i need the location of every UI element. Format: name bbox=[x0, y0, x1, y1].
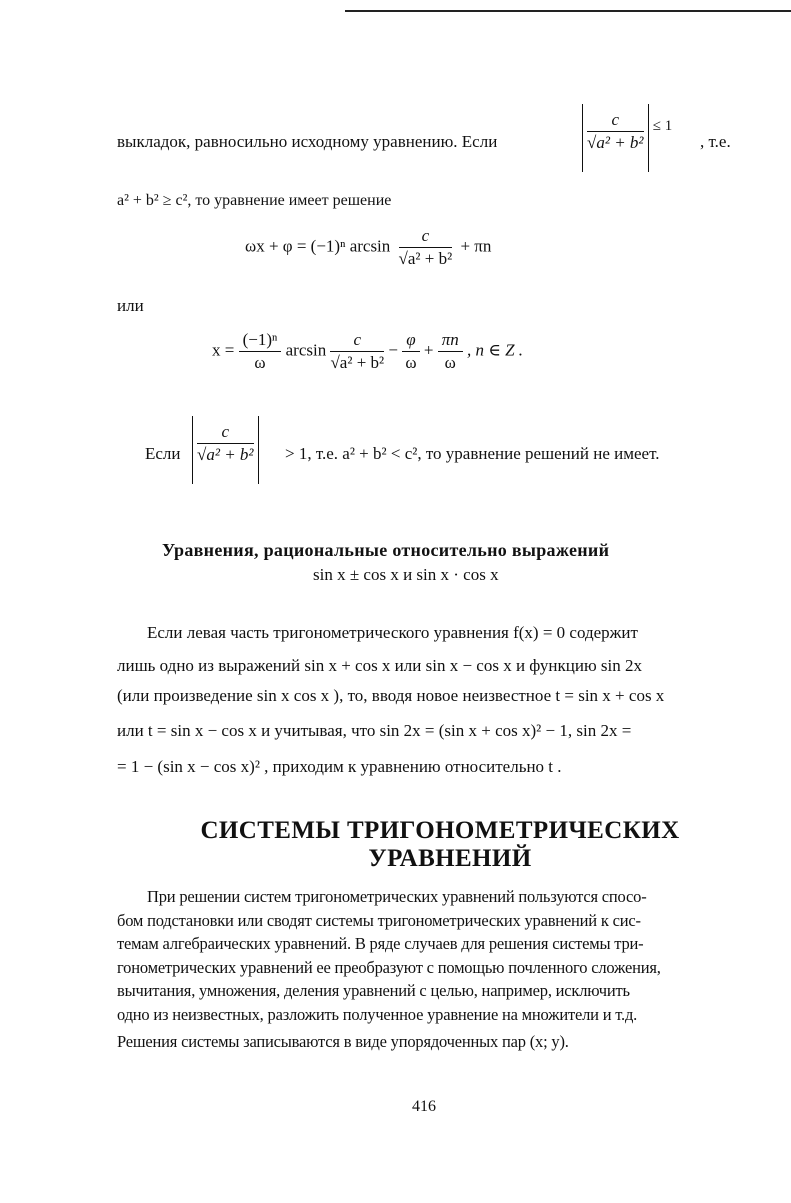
le-one: ≤ 1 bbox=[652, 117, 673, 134]
s2-line-1: При решении систем тригонометрических уравнений пользуются спосо- bbox=[147, 887, 647, 906]
fraction-c-over-sqrt bbox=[587, 110, 644, 153]
section2-heading-line1: СИСТЕМЫ ТРИГОНОМЕТРИЧЕСКИХ bbox=[200, 817, 680, 844]
eq2-tail: , n ∈ Z . bbox=[467, 340, 524, 360]
s1-line-5: = 1 − (sin x − cos x)² , приходим к уравнению относительно t . bbox=[117, 757, 562, 776]
s2-line-7: Решения системы записываются в виде упорядоченных пар (x; y). bbox=[117, 1032, 569, 1051]
eq2-frac-phi: $\frac{\varphi}{\omega}$ bbox=[402, 330, 419, 373]
eq2-frac-c: $\frac{c}{\text{√a² + b²}}$ bbox=[330, 330, 385, 372]
section1-paragraph bbox=[117, 620, 742, 781]
esli-word: Если bbox=[145, 444, 181, 463]
abs-fraction-le1 bbox=[582, 104, 672, 172]
top-rule bbox=[345, 10, 791, 12]
s2-line-5: вычитания, умножения, деления уравнений с целью, например, исключить bbox=[117, 981, 630, 1000]
s2-line-4: гонометрических уравнений ее преобразуют с помощью почленного сложения, bbox=[117, 957, 661, 977]
s2-line-2: бом подстановки или сводят системы тригонометрических уравнений к сис- bbox=[117, 910, 641, 930]
abs-fraction-gt1: $\frac{c}{\text{√a² + b²}}$ bbox=[192, 416, 259, 484]
or-word: или bbox=[117, 296, 144, 315]
s1-line-2: лишь одно из выражений sin x + cos x или sin x − cos x и функцию sin 2x bbox=[117, 655, 642, 675]
abs-bars bbox=[582, 104, 649, 172]
section1-subheading: sin x ± cos x и sin x · cos x bbox=[313, 565, 499, 584]
gt1-text: > 1, т.е. a² + b² < c², то уравнение решений не имеет. bbox=[285, 444, 660, 463]
page-number: 416 bbox=[412, 1098, 436, 1115]
eq2-lhs: x = bbox=[212, 340, 235, 360]
eq1-lhs: ωx + φ = (−1)ⁿ arcsin bbox=[245, 236, 391, 256]
eq1-fraction: $\frac{c}{\text{√a² + b²}}$ bbox=[398, 226, 453, 268]
eq2-frac-pin: $\frac{\pi n}{\omega}$ bbox=[438, 330, 463, 373]
line1-end: , т.е. bbox=[700, 132, 731, 151]
s2-line-3: темам алгебраических уравнений. В ряде случаев для решения системы три- bbox=[117, 934, 644, 953]
eq1-rhs: + πn bbox=[460, 236, 492, 256]
s1-line-1: Если левая часть тригонометрического уравнения f(x) = 0 содержит bbox=[147, 623, 638, 642]
equation-1 bbox=[245, 226, 491, 269]
s1-line-4: или t = sin x − cos x и учитывая, что sin 2x = (sin x + cos x)² − 1, sin 2x = bbox=[117, 720, 632, 740]
numerator-c: c bbox=[587, 110, 644, 132]
section2-paragraph bbox=[117, 885, 742, 1054]
s1-line-3: (или произведение sin x cos x ), то, вводя новое неизвестное t = sin x + cos x bbox=[117, 686, 665, 705]
line1-text: выкладок, равносильно исходному уравнению. Если bbox=[117, 132, 498, 151]
section2-heading-line2: УРАВНЕНИЙ bbox=[368, 845, 532, 872]
eq2-frac-neg1n: $\frac{\text{(−1)ⁿ}}{\omega}$ bbox=[239, 330, 282, 373]
equation-2: x = $\frac{\text{(−1)ⁿ}}{\omega}$ arcsin $\frac{c}{\text{√a² + b²}}$ − $\frac{\varphi}{\omega}$ + $\frac{\pi n}{\omega}$ , n ∈ Z . bbox=[212, 330, 524, 372]
line2-condition: a² + b² ≥ c², то уравнение имеет решение bbox=[117, 192, 392, 209]
eq2-arcsin: arcsin bbox=[285, 340, 327, 360]
denominator-sqrt: √a² + b² bbox=[587, 133, 644, 152]
s2-line-6: одно из неизвестных, разложить полученное уравнение на множители и т.д. bbox=[117, 1004, 638, 1024]
text-line-1 bbox=[117, 132, 497, 152]
section1-heading: Уравнения, рациональные относительно выражений bbox=[162, 540, 610, 560]
